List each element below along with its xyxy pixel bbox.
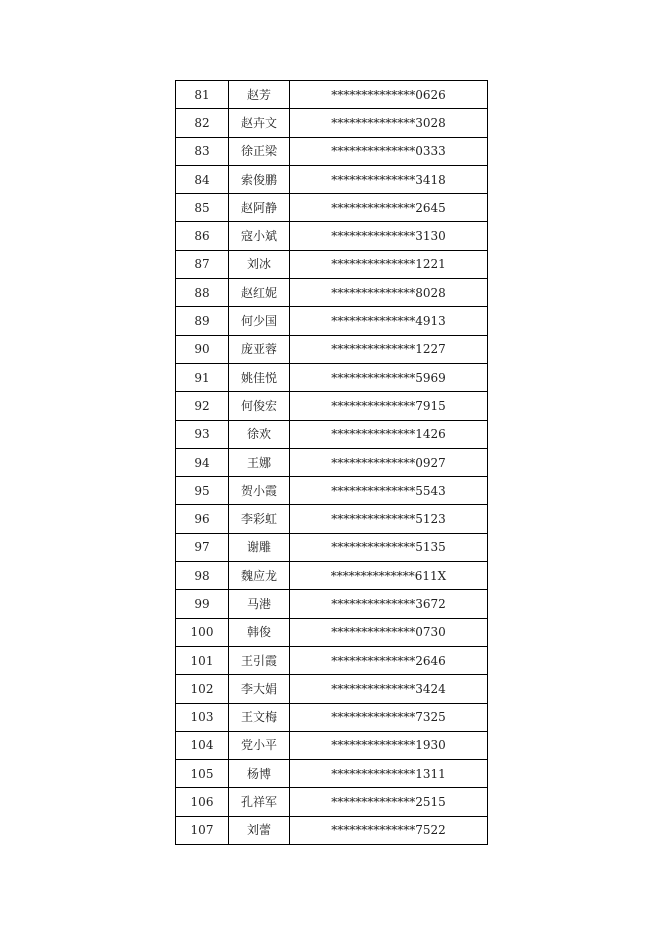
person-name: 何俊宏 xyxy=(229,392,290,420)
masked-id-number: **************3424 xyxy=(290,675,488,703)
person-name: 孔祥军 xyxy=(229,788,290,816)
person-name: 王引霞 xyxy=(229,646,290,674)
masked-id-number: **************2515 xyxy=(290,788,488,816)
table-row xyxy=(176,81,488,109)
table-row xyxy=(176,222,488,250)
row-number: 83 xyxy=(176,137,229,165)
masked-id-number: **************7915 xyxy=(290,392,488,420)
row-number: 88 xyxy=(176,279,229,307)
table-row xyxy=(176,562,488,590)
person-name: 何少国 xyxy=(229,307,290,335)
masked-id-number: **************4913 xyxy=(290,307,488,335)
person-name: 杨博 xyxy=(229,760,290,788)
row-number: 103 xyxy=(176,703,229,731)
table-row xyxy=(176,505,488,533)
masked-id-number: **************3130 xyxy=(290,222,488,250)
table-row xyxy=(176,165,488,193)
person-name: 赵阿静 xyxy=(229,194,290,222)
row-number: 107 xyxy=(176,816,229,844)
person-name: 索俊鹏 xyxy=(229,165,290,193)
row-number: 81 xyxy=(176,81,229,109)
table-row xyxy=(176,533,488,561)
person-name: 刘蕾 xyxy=(229,816,290,844)
row-number: 90 xyxy=(176,335,229,363)
row-number: 101 xyxy=(176,646,229,674)
masked-id-number: **************5969 xyxy=(290,363,488,391)
masked-id-number: **************5123 xyxy=(290,505,488,533)
table-row xyxy=(176,760,488,788)
row-number: 92 xyxy=(176,392,229,420)
table-row xyxy=(176,816,488,844)
masked-id-number: **************7325 xyxy=(290,703,488,731)
masked-id-number: **************3672 xyxy=(290,590,488,618)
person-name: 寇小斌 xyxy=(229,222,290,250)
table-row xyxy=(176,392,488,420)
person-name: 刘冰 xyxy=(229,250,290,278)
person-name: 庞亚蓉 xyxy=(229,335,290,363)
masked-id-number: **************2646 xyxy=(290,646,488,674)
row-number: 84 xyxy=(176,165,229,193)
row-number: 106 xyxy=(176,788,229,816)
person-name: 赵芳 xyxy=(229,81,290,109)
person-name: 赵红妮 xyxy=(229,279,290,307)
masked-id-number: **************1930 xyxy=(290,731,488,759)
person-name: 贺小霞 xyxy=(229,477,290,505)
table-row xyxy=(176,420,488,448)
person-name: 王文梅 xyxy=(229,703,290,731)
table-row xyxy=(176,109,488,137)
masked-id-number: **************8028 xyxy=(290,279,488,307)
table-row xyxy=(176,307,488,335)
person-name: 党小平 xyxy=(229,731,290,759)
row-number: 105 xyxy=(176,760,229,788)
person-name: 韩俊 xyxy=(229,618,290,646)
row-number: 104 xyxy=(176,731,229,759)
person-name: 谢雕 xyxy=(229,533,290,561)
row-number: 97 xyxy=(176,533,229,561)
masked-id-number: **************5135 xyxy=(290,533,488,561)
row-number: 99 xyxy=(176,590,229,618)
person-name: 马港 xyxy=(229,590,290,618)
roster-table xyxy=(175,80,488,845)
row-number: 93 xyxy=(176,420,229,448)
person-name: 李大娟 xyxy=(229,675,290,703)
row-number: 91 xyxy=(176,363,229,391)
masked-id-number: **************0730 xyxy=(290,618,488,646)
row-number: 98 xyxy=(176,562,229,590)
table-row xyxy=(176,137,488,165)
masked-id-number: **************3418 xyxy=(290,165,488,193)
row-number: 102 xyxy=(176,675,229,703)
masked-id-number: **************2645 xyxy=(290,194,488,222)
table-row xyxy=(176,194,488,222)
masked-id-number: **************5543 xyxy=(290,477,488,505)
masked-id-number: **************1311 xyxy=(290,760,488,788)
row-number: 82 xyxy=(176,109,229,137)
table-row xyxy=(176,703,488,731)
row-number: 95 xyxy=(176,477,229,505)
row-number: 96 xyxy=(176,505,229,533)
masked-id-number: **************0626 xyxy=(290,81,488,109)
person-name: 姚佳悦 xyxy=(229,363,290,391)
masked-id-number: **************3028 xyxy=(290,109,488,137)
person-name: 赵卉文 xyxy=(229,109,290,137)
table-row xyxy=(176,788,488,816)
person-name: 王娜 xyxy=(229,448,290,476)
row-number: 87 xyxy=(176,250,229,278)
masked-id-number: **************1426 xyxy=(290,420,488,448)
masked-id-number: **************0927 xyxy=(290,448,488,476)
masked-id-number: **************611X xyxy=(290,562,488,590)
person-name: 李彩虹 xyxy=(229,505,290,533)
table-row xyxy=(176,646,488,674)
masked-id-number: **************7522 xyxy=(290,816,488,844)
table-row xyxy=(176,448,488,476)
row-number: 100 xyxy=(176,618,229,646)
row-number: 89 xyxy=(176,307,229,335)
table-row xyxy=(176,363,488,391)
roster-table-body xyxy=(176,81,488,845)
table-row xyxy=(176,590,488,618)
person-name: 魏应龙 xyxy=(229,562,290,590)
table-row xyxy=(176,279,488,307)
table-row xyxy=(176,335,488,363)
masked-id-number: **************1221 xyxy=(290,250,488,278)
masked-id-number: **************1227 xyxy=(290,335,488,363)
person-name: 徐欢 xyxy=(229,420,290,448)
table-row xyxy=(176,250,488,278)
row-number: 85 xyxy=(176,194,229,222)
table-row xyxy=(176,731,488,759)
masked-id-number: **************0333 xyxy=(290,137,488,165)
row-number: 94 xyxy=(176,448,229,476)
table-row xyxy=(176,675,488,703)
table-row xyxy=(176,618,488,646)
person-name: 徐正梁 xyxy=(229,137,290,165)
row-number: 86 xyxy=(176,222,229,250)
table-row xyxy=(176,477,488,505)
